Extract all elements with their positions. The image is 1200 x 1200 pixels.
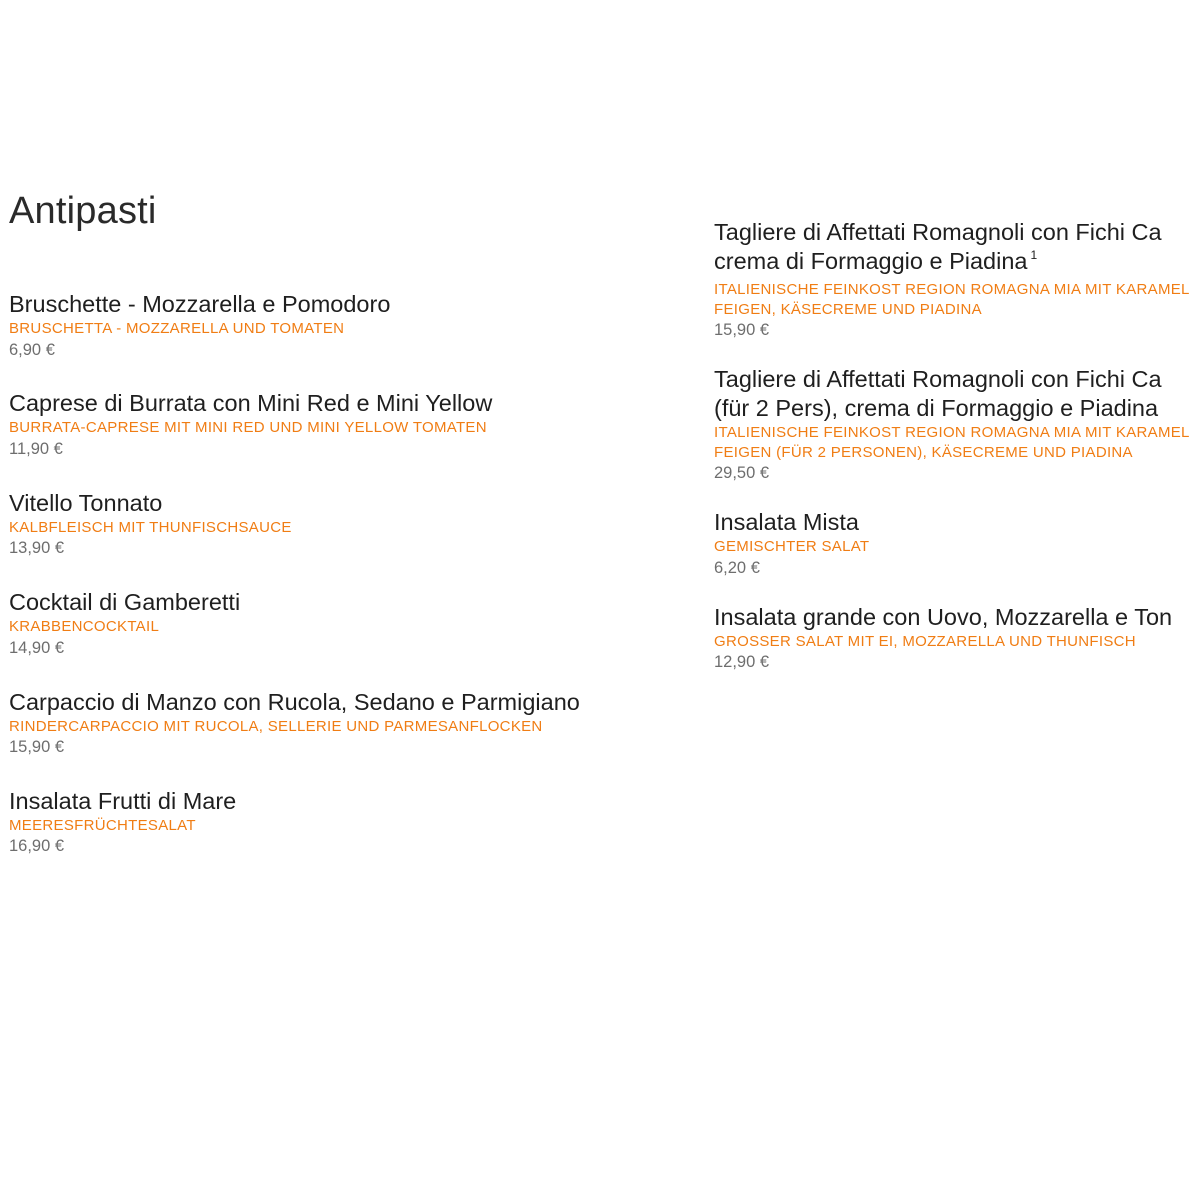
menu-item-insalata-mista[interactable] <box>714 508 1200 579</box>
item-price: 14,90 € <box>9 638 65 657</box>
item-description: BRUSCHETTA - MOZZARELLA UND TOMATEN <box>9 320 345 337</box>
item-name: Vitello Tonnato <box>9 489 163 516</box>
item-price: 15,90 € <box>714 321 770 339</box>
item-name-text: crema di Formaggio e Piadina <box>714 248 1028 274</box>
item-name-line-2 <box>714 247 1200 280</box>
menu-item-insalata-grande[interactable] <box>714 603 1200 674</box>
menu-column-right <box>714 218 1200 697</box>
menu-column-left <box>9 290 669 886</box>
menu-item-tagliere-di-affettati-2-pers[interactable] <box>714 365 1200 484</box>
item-description-line-1: ITALIENISCHE FEINKOST REGION ROMAGNA MIA MIT KARAMEL <box>714 281 1190 298</box>
item-description: RINDERCARPACCIO MIT RUCOLA, SELLERIE UND PARMESANFLOCKEN <box>9 717 543 735</box>
item-name: Caprese di Burrata con Mini Red e Mini Yellow <box>9 390 493 417</box>
item-name: Bruschette - Mozzarella e Pomodoro <box>9 291 391 317</box>
item-price: 13,90 € <box>9 539 65 558</box>
item-price: 29,50 € <box>714 464 770 482</box>
menu-item-bruschette[interactable] <box>9 290 669 389</box>
item-name-line-1: Tagliere di Affettati Romagnoli con Fichi Ca <box>714 219 1162 245</box>
item-description-line-2: FEIGEN, KÄSECREME UND PIADINA <box>714 300 982 318</box>
section-title: Antipasti <box>9 190 157 232</box>
item-price: 15,90 € <box>9 738 65 757</box>
menu-item-tagliere-di-affettati[interactable] <box>714 218 1200 341</box>
item-description: KRABBENCOCKTAIL <box>9 618 160 636</box>
item-description-line-1: ITALIENISCHE FEINKOST REGION ROMAGNA MIA MIT KARAMEL <box>714 424 1190 441</box>
item-price: 6,90 € <box>9 340 55 359</box>
item-price: 12,90 € <box>714 653 770 671</box>
item-price: 11,90 € <box>9 439 63 458</box>
item-description-line-2: FEIGEN (FÜR 2 PERSONEN), KÄSECREME UND PIADINA <box>714 443 1133 461</box>
menu-item-caprese-di-burrata[interactable] <box>9 389 669 488</box>
footnote-marker: 1 <box>1030 248 1038 262</box>
item-description: GEMISCHTER SALAT <box>714 538 870 555</box>
item-name: Carpaccio di Manzo con Rucola, Sedano e Parmigiano <box>9 688 580 715</box>
item-name: Insalata grande con Uovo, Mozzarella e Ton <box>714 603 1173 630</box>
item-name-line-2: (für 2 Pers), crema di Formaggio e Piadina <box>714 395 1159 421</box>
item-price: 6,20 € <box>714 558 760 577</box>
menu-item-cocktail-di-gamberetti[interactable] <box>9 588 669 687</box>
item-name: Insalata Mista <box>714 509 859 535</box>
item-description: BURRATA-CAPRESE MIT MINI RED UND MINI YELLOW TOMATEN <box>9 419 487 437</box>
item-name: Cocktail di Gamberetti <box>9 589 241 616</box>
item-price: 16,90 € <box>9 837 65 856</box>
menu-item-carpaccio-di-manzo[interactable] <box>9 688 669 787</box>
item-name: Insalata Frutti di Mare <box>9 787 237 814</box>
menu-item-insalata-frutti-di-mare[interactable] <box>9 787 669 886</box>
menu-item-vitello-tonnato[interactable] <box>9 489 669 588</box>
item-name-line-1: Tagliere di Affettati Romagnoli con Fichi Ca <box>714 366 1162 392</box>
item-description: MEERESFRÜCHTESALAT <box>9 816 196 834</box>
item-description: GROSSER SALAT MIT EI, MOZZARELLA UND THUNFISCH <box>714 632 1136 650</box>
item-description: KALBFLEISCH MIT THUNFISCHSAUCE <box>9 518 292 536</box>
